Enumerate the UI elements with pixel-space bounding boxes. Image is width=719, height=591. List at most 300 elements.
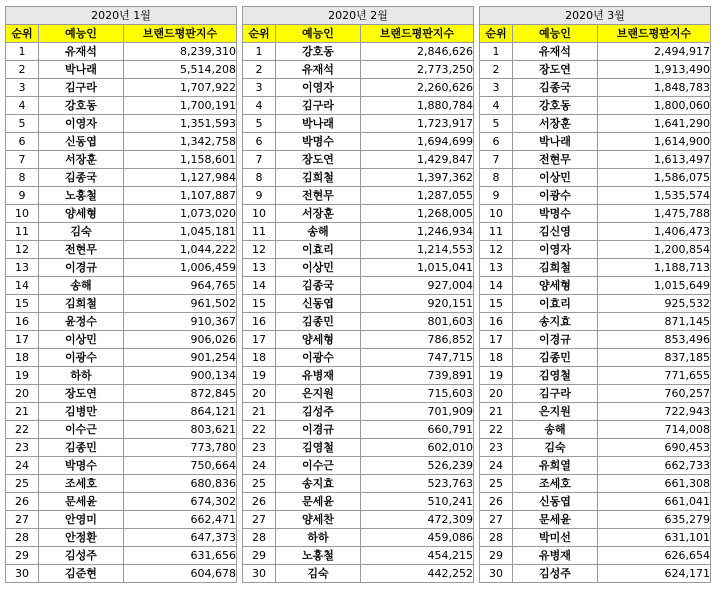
name-cell: 이광수: [39, 349, 124, 367]
name-cell: 김구라: [39, 79, 124, 97]
table-row: [480, 241, 711, 259]
ranking-table-january: [5, 6, 237, 583]
index-cell: 701,909: [361, 403, 474, 421]
rank-cell: 13: [243, 259, 276, 277]
table-row: [480, 367, 711, 385]
index-cell: 1,406,473: [598, 223, 711, 241]
table-row: [6, 43, 237, 61]
rank-cell: 3: [243, 79, 276, 97]
table-row: [6, 475, 237, 493]
table-row: [6, 529, 237, 547]
index-cell: 801,603: [361, 313, 474, 331]
rank-cell: 18: [6, 349, 39, 367]
rank-cell: 14: [480, 277, 513, 295]
table-row: [480, 493, 711, 511]
index-cell: 750,664: [124, 457, 237, 475]
rank-cell: 19: [6, 367, 39, 385]
table-row: [6, 565, 237, 583]
index-cell: 900,134: [124, 367, 237, 385]
table-row: [6, 295, 237, 313]
rank-cell: 26: [480, 493, 513, 511]
table-row: [243, 457, 474, 475]
name-cell: 양세형: [276, 331, 361, 349]
rank-cell: 23: [480, 439, 513, 457]
index-cell: 1,707,922: [124, 79, 237, 97]
rank-cell: 3: [6, 79, 39, 97]
name-cell: 은지원: [513, 403, 598, 421]
rank-cell: 4: [243, 97, 276, 115]
index-cell: 1,246,934: [361, 223, 474, 241]
name-cell: 송지효: [513, 313, 598, 331]
table-row: [243, 259, 474, 277]
name-cell: 김성주: [39, 547, 124, 565]
name-cell: 양세형: [39, 205, 124, 223]
name-cell: 김종민: [39, 439, 124, 457]
name-cell: 이상민: [276, 259, 361, 277]
name-cell: 강호동: [39, 97, 124, 115]
rank-cell: 25: [6, 475, 39, 493]
rank-cell: 14: [243, 277, 276, 295]
rank-cell: 20: [6, 385, 39, 403]
index-cell: 1,641,290: [598, 115, 711, 133]
table-row: [243, 97, 474, 115]
table-row: [480, 187, 711, 205]
rank-cell: 10: [243, 205, 276, 223]
index-cell: 1,200,854: [598, 241, 711, 259]
rank-cell: 25: [480, 475, 513, 493]
table-row: [6, 241, 237, 259]
rank-cell: 9: [480, 187, 513, 205]
month-title: 2020년 3월: [480, 7, 711, 25]
index-cell: 442,252: [361, 565, 474, 583]
index-cell: 1,015,041: [361, 259, 474, 277]
index-cell: 1,127,984: [124, 169, 237, 187]
name-cell: 문세윤: [39, 493, 124, 511]
table-row: [6, 169, 237, 187]
name-cell: 이광수: [276, 349, 361, 367]
rank-cell: 24: [6, 457, 39, 475]
table-row: [6, 115, 237, 133]
rank-cell: 2: [6, 61, 39, 79]
index-cell: 1,694,699: [361, 133, 474, 151]
name-cell: 이영자: [276, 79, 361, 97]
index-cell: 602,010: [361, 439, 474, 457]
index-cell: 864,121: [124, 403, 237, 421]
rank-cell: 14: [6, 277, 39, 295]
rank-cell: 1: [243, 43, 276, 61]
table-row: [480, 439, 711, 457]
rank-cell: 2: [480, 61, 513, 79]
rank-cell: 5: [480, 115, 513, 133]
name-cell: 조세호: [39, 475, 124, 493]
rank-cell: 28: [480, 529, 513, 547]
name-cell: 박명수: [39, 457, 124, 475]
index-cell: 454,215: [361, 547, 474, 565]
rank-cell: 12: [480, 241, 513, 259]
table-row: [6, 493, 237, 511]
name-cell: 유재석: [513, 43, 598, 61]
index-cell: 510,241: [361, 493, 474, 511]
rank-cell: 21: [243, 403, 276, 421]
table-row: [480, 295, 711, 313]
name-cell: 신동엽: [513, 493, 598, 511]
rank-cell: 13: [6, 259, 39, 277]
index-cell: 660,791: [361, 421, 474, 439]
index-cell: 1,614,900: [598, 133, 711, 151]
rank-cell: 28: [6, 529, 39, 547]
index-cell: 661,308: [598, 475, 711, 493]
name-cell: 유희열: [513, 457, 598, 475]
rank-cell: 29: [480, 547, 513, 565]
rank-cell: 17: [480, 331, 513, 349]
table-row: [243, 367, 474, 385]
name-cell: 은지원: [276, 385, 361, 403]
name-cell: 송지효: [276, 475, 361, 493]
table-row: [243, 313, 474, 331]
name-cell: 박나래: [39, 61, 124, 79]
rank-cell: 11: [243, 223, 276, 241]
index-cell: 1,188,713: [598, 259, 711, 277]
name-cell: 이수근: [276, 457, 361, 475]
index-cell: 1,613,497: [598, 151, 711, 169]
index-cell: 626,654: [598, 547, 711, 565]
name-cell: 이상민: [39, 331, 124, 349]
table-row: [480, 403, 711, 421]
index-cell: 786,852: [361, 331, 474, 349]
rank-cell: 1: [480, 43, 513, 61]
name-cell: 김준현: [39, 565, 124, 583]
index-header: 브랜드평판지수: [361, 25, 474, 43]
table-row: [243, 385, 474, 403]
index-cell: 760,257: [598, 385, 711, 403]
table-row: [243, 223, 474, 241]
table-row: [6, 187, 237, 205]
rank-cell: 15: [480, 295, 513, 313]
table-row: [243, 403, 474, 421]
rank-cell: 24: [480, 457, 513, 475]
rank-cell: 1: [6, 43, 39, 61]
name-cell: 이영자: [513, 241, 598, 259]
name-cell: 장도연: [276, 151, 361, 169]
table-row: [6, 313, 237, 331]
name-cell: 김숙: [513, 439, 598, 457]
index-cell: 2,846,626: [361, 43, 474, 61]
rank-cell: 16: [6, 313, 39, 331]
table-row: [243, 349, 474, 367]
rank-header: 순위: [243, 25, 276, 43]
table-row: [480, 331, 711, 349]
name-cell: 장도연: [39, 385, 124, 403]
rank-cell: 17: [6, 331, 39, 349]
rank-cell: 30: [243, 565, 276, 583]
name-cell: 김영철: [276, 439, 361, 457]
name-cell: 김숙: [39, 223, 124, 241]
index-cell: 722,943: [598, 403, 711, 421]
table-row: [6, 259, 237, 277]
table-row: [6, 547, 237, 565]
index-cell: 1,006,459: [124, 259, 237, 277]
rank-cell: 26: [243, 493, 276, 511]
table-row: [6, 457, 237, 475]
name-cell: 김병만: [39, 403, 124, 421]
index-cell: 1,397,362: [361, 169, 474, 187]
rank-header: 순위: [480, 25, 513, 43]
table-row: [243, 547, 474, 565]
rank-cell: 6: [6, 133, 39, 151]
rank-cell: 10: [480, 205, 513, 223]
rank-cell: 8: [480, 169, 513, 187]
rank-cell: 26: [6, 493, 39, 511]
table-row: [6, 385, 237, 403]
name-cell: 유병재: [276, 367, 361, 385]
name-cell: 김종민: [276, 313, 361, 331]
name-cell: 김구라: [513, 385, 598, 403]
table-row: [243, 331, 474, 349]
name-cell: 전현무: [276, 187, 361, 205]
rank-cell: 8: [6, 169, 39, 187]
rank-cell: 12: [6, 241, 39, 259]
table-row: [480, 133, 711, 151]
rank-cell: 9: [243, 187, 276, 205]
table-row: [6, 367, 237, 385]
rank-cell: 7: [6, 151, 39, 169]
name-header: 예능인: [276, 25, 361, 43]
name-cell: 김영철: [513, 367, 598, 385]
table-row: [6, 403, 237, 421]
index-cell: 747,715: [361, 349, 474, 367]
index-cell: 964,765: [124, 277, 237, 295]
index-cell: 459,086: [361, 529, 474, 547]
index-cell: 1,342,758: [124, 133, 237, 151]
table-row: [243, 241, 474, 259]
rank-cell: 16: [480, 313, 513, 331]
name-cell: 문세윤: [513, 511, 598, 529]
index-cell: 773,780: [124, 439, 237, 457]
rank-cell: 19: [480, 367, 513, 385]
name-cell: 유재석: [39, 43, 124, 61]
rank-cell: 16: [243, 313, 276, 331]
rank-cell: 27: [6, 511, 39, 529]
name-cell: 김성주: [276, 403, 361, 421]
index-cell: 1,015,649: [598, 277, 711, 295]
table-row: [243, 115, 474, 133]
table-row: [480, 61, 711, 79]
table-row: [480, 385, 711, 403]
table-row: [480, 349, 711, 367]
index-cell: 739,891: [361, 367, 474, 385]
rank-cell: 23: [6, 439, 39, 457]
rank-cell: 3: [480, 79, 513, 97]
index-cell: 1,268,005: [361, 205, 474, 223]
rank-cell: 11: [480, 223, 513, 241]
rank-cell: 6: [480, 133, 513, 151]
index-header: 브랜드평판지수: [124, 25, 237, 43]
table-row: [480, 529, 711, 547]
table-row: [480, 223, 711, 241]
rank-cell: 18: [243, 349, 276, 367]
rank-cell: 29: [243, 547, 276, 565]
index-cell: 2,773,250: [361, 61, 474, 79]
name-cell: 문세윤: [276, 493, 361, 511]
name-cell: 윤정수: [39, 313, 124, 331]
table-row: [480, 421, 711, 439]
name-cell: 김신영: [513, 223, 598, 241]
name-cell: 이영자: [39, 115, 124, 133]
rank-cell: 5: [243, 115, 276, 133]
index-cell: 1,045,181: [124, 223, 237, 241]
table-row: [243, 529, 474, 547]
table-row: [6, 79, 237, 97]
name-cell: 이효리: [513, 295, 598, 313]
rank-cell: 15: [6, 295, 39, 313]
table-row: [243, 133, 474, 151]
rank-cell: 8: [243, 169, 276, 187]
table-row: [480, 259, 711, 277]
index-cell: 635,279: [598, 511, 711, 529]
index-cell: 624,171: [598, 565, 711, 583]
index-cell: 523,763: [361, 475, 474, 493]
table-row: [480, 43, 711, 61]
name-cell: 김희철: [513, 259, 598, 277]
index-cell: 1,880,784: [361, 97, 474, 115]
index-cell: 526,239: [361, 457, 474, 475]
table-row: [243, 565, 474, 583]
index-header: 브랜드평판지수: [598, 25, 711, 43]
index-cell: 472,309: [361, 511, 474, 529]
name-cell: 박명수: [276, 133, 361, 151]
rank-cell: 13: [480, 259, 513, 277]
rank-cell: 9: [6, 187, 39, 205]
rank-cell: 23: [243, 439, 276, 457]
index-cell: 925,532: [598, 295, 711, 313]
table-row: [6, 277, 237, 295]
name-cell: 박나래: [276, 115, 361, 133]
index-cell: 853,496: [598, 331, 711, 349]
table-row: [480, 277, 711, 295]
index-cell: 771,655: [598, 367, 711, 385]
rank-cell: 21: [480, 403, 513, 421]
table-row: [243, 439, 474, 457]
index-cell: 906,026: [124, 331, 237, 349]
index-cell: 690,453: [598, 439, 711, 457]
table-row: [480, 565, 711, 583]
rank-cell: 11: [6, 223, 39, 241]
rank-cell: 19: [243, 367, 276, 385]
index-cell: 1,586,075: [598, 169, 711, 187]
table-row: [6, 97, 237, 115]
name-cell: 유재석: [276, 61, 361, 79]
table-row: [480, 97, 711, 115]
rank-cell: 27: [243, 511, 276, 529]
name-header: 예능인: [513, 25, 598, 43]
rank-cell: 30: [480, 565, 513, 583]
table-row: [243, 511, 474, 529]
name-cell: 김종민: [513, 349, 598, 367]
table-row: [6, 421, 237, 439]
name-cell: 이상민: [513, 169, 598, 187]
name-cell: 서장훈: [276, 205, 361, 223]
name-cell: 서장훈: [513, 115, 598, 133]
month-title: 2020년 1월: [6, 7, 237, 25]
rank-cell: 17: [243, 331, 276, 349]
name-cell: 강호동: [513, 97, 598, 115]
name-cell: 이수근: [39, 421, 124, 439]
name-cell: 박나래: [513, 133, 598, 151]
index-cell: 8,239,310: [124, 43, 237, 61]
name-cell: 송해: [513, 421, 598, 439]
name-cell: 장도연: [513, 61, 598, 79]
name-cell: 이효리: [276, 241, 361, 259]
ranking-table-february: [242, 6, 474, 583]
index-cell: 1,351,593: [124, 115, 237, 133]
index-cell: 604,678: [124, 565, 237, 583]
table-row: [243, 205, 474, 223]
rank-cell: 29: [6, 547, 39, 565]
index-cell: 837,185: [598, 349, 711, 367]
table-row: [480, 547, 711, 565]
index-cell: 674,302: [124, 493, 237, 511]
name-cell: 안정환: [39, 529, 124, 547]
table-row: [6, 151, 237, 169]
name-cell: 강호동: [276, 43, 361, 61]
ranking-table-march: [479, 6, 711, 583]
rank-cell: 12: [243, 241, 276, 259]
index-cell: 647,373: [124, 529, 237, 547]
name-cell: 이경규: [39, 259, 124, 277]
name-cell: 양세형: [513, 277, 598, 295]
rank-cell: 30: [6, 565, 39, 583]
index-cell: 1,475,788: [598, 205, 711, 223]
name-cell: 전현무: [39, 241, 124, 259]
rank-cell: 21: [6, 403, 39, 421]
name-cell: 김희철: [39, 295, 124, 313]
table-row: [243, 187, 474, 205]
rank-cell: 25: [243, 475, 276, 493]
table-row: [243, 475, 474, 493]
index-cell: 1,429,847: [361, 151, 474, 169]
index-cell: 2,494,917: [598, 43, 711, 61]
index-cell: 927,004: [361, 277, 474, 295]
index-cell: 1,848,783: [598, 79, 711, 97]
table-row: [480, 457, 711, 475]
index-cell: 1,287,055: [361, 187, 474, 205]
table-row: [480, 151, 711, 169]
rank-cell: 24: [243, 457, 276, 475]
index-cell: 1,800,060: [598, 97, 711, 115]
name-cell: 하하: [39, 367, 124, 385]
name-cell: 박명수: [513, 205, 598, 223]
table-row: [6, 61, 237, 79]
name-cell: 조세호: [513, 475, 598, 493]
name-cell: 안영미: [39, 511, 124, 529]
rank-cell: 22: [243, 421, 276, 439]
index-cell: 1,535,574: [598, 187, 711, 205]
index-cell: 715,603: [361, 385, 474, 403]
month-title: 2020년 2월: [243, 7, 474, 25]
index-cell: 1,700,191: [124, 97, 237, 115]
table-row: [243, 421, 474, 439]
index-cell: 901,254: [124, 349, 237, 367]
name-cell: 전현무: [513, 151, 598, 169]
index-cell: 1,723,917: [361, 115, 474, 133]
name-cell: 송해: [276, 223, 361, 241]
index-cell: 2,260,626: [361, 79, 474, 97]
index-cell: 662,733: [598, 457, 711, 475]
name-cell: 김구라: [276, 97, 361, 115]
table-row: [6, 133, 237, 151]
rank-cell: 4: [6, 97, 39, 115]
name-cell: 신동엽: [39, 133, 124, 151]
